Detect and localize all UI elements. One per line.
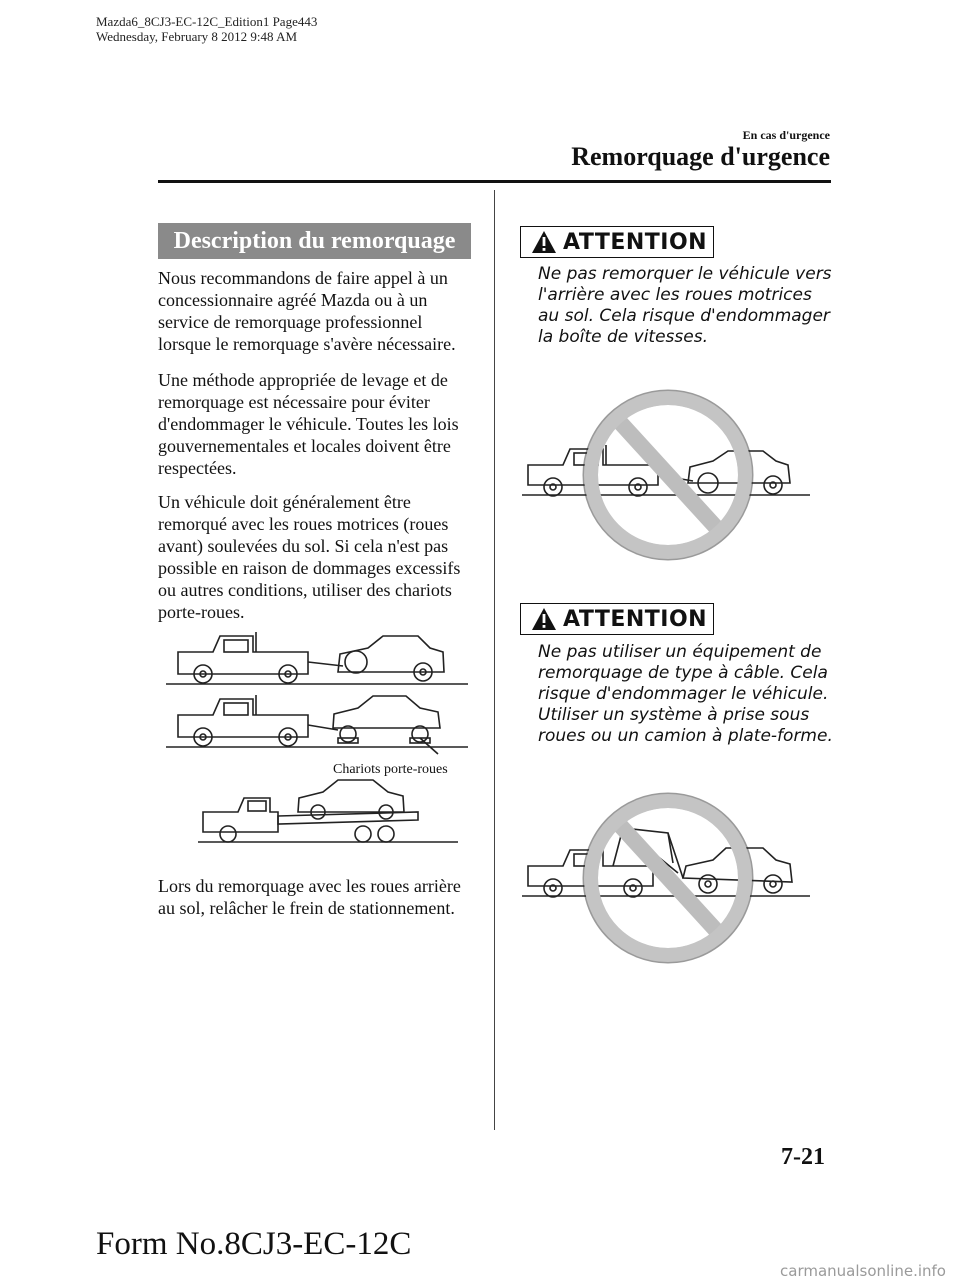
print-metadata [96, 14, 317, 44]
attention-label-1: ATTENTION [563, 229, 708, 255]
form-number: Form No.8CJ3-EC-12C [96, 1226, 412, 1262]
page-number: 7-21 [781, 1144, 825, 1170]
attention-box-1 [520, 226, 714, 258]
section-category: En cas d'urgence [742, 128, 830, 142]
site-watermark: carmanualsonline.info [780, 1262, 946, 1280]
column-divider [494, 190, 495, 1130]
warning-triangle-icon [531, 607, 557, 631]
towing-methods-illustration [158, 622, 478, 862]
prohibited-cable-tow-illustration [518, 778, 818, 978]
attention-text-1: Ne pas remorquer le véhicule vers l'arrière avec les roues motrices au sol. Cela risque d'endommager la boîte de vitesses. [538, 264, 832, 347]
attention-text-2: Ne pas utiliser un équipement de remorquage de type à câble. Cela risque d'endommager le véhicule. Utiliser un système à prise sous roues ou un camion à plate-forme. [538, 642, 833, 746]
section-title: Remorquage d'urgence [571, 142, 830, 171]
attention-label-2: ATTENTION [563, 606, 708, 632]
paragraph-method: Une méthode appropriée de levage et de remorquage est nécessaire pour éviter d'endommager le véhicule. Toutes les lois gouvernementales et locales doivent être respectées. [158, 370, 459, 478]
print-metadata-line1: Mazda6_8CJ3-EC-12C_Edition1 Page443 [96, 14, 318, 29]
header-rule [158, 180, 831, 183]
paragraph-recommendation: Nous recommandons de faire appel à un concessionnaire agréé Mazda ou à un service de remorquage professionnel lorsque le remorquage s'avère nécessaire. [158, 268, 456, 354]
prohibited-reverse-tow-illustration [518, 375, 818, 575]
paragraph-wheels: Un véhicule doit généralement être remorqué avec les roues motrices (roues avant) soulevées du sol. Si cela n'est pas possible en raison de dommages excessifs ou autres conditions, utiliser des chariots porte-roues. [158, 492, 461, 622]
attention-box-2 [520, 603, 714, 635]
dolly-tow-illustration [166, 695, 468, 754]
dolly-caption: Chariots porte-roues [333, 762, 448, 777]
warning-triangle-icon [531, 230, 557, 254]
flatbed-illustration [198, 780, 458, 842]
wheel-lift-tow-illustration [166, 632, 468, 684]
paragraph-parking-brake: Lors du remorquage avec les roues arrière au sol, relâcher le frein de stationnement. [158, 876, 461, 918]
subsection-heading: Description du remorquage [158, 223, 471, 259]
print-metadata-line2: Wednesday, February 8 2012 9:48 AM [96, 29, 298, 44]
